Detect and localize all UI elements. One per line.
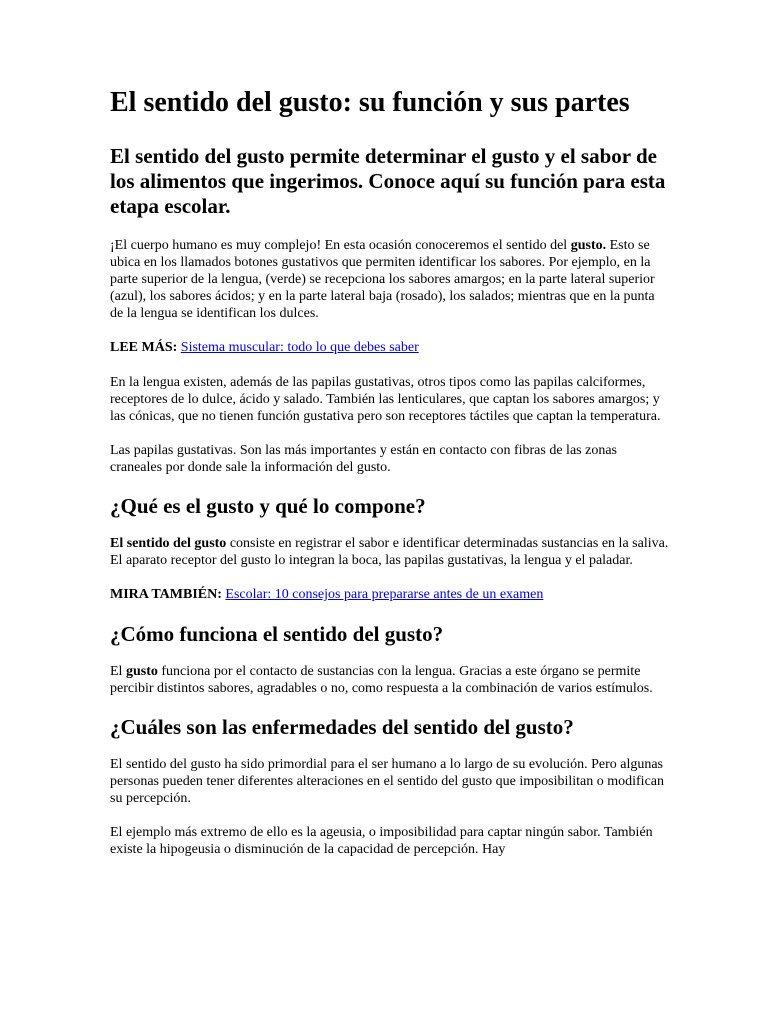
paragraph-funcionamiento-text-b: funciona por el contacto de sustancias con la lengua. Gracias a este órgano se permite percibir distintos sabores, agradables o no, como respuesta a la combinación de varios estímulos. [110, 664, 653, 696]
paragraph-funcionamiento-bold: gusto [125, 664, 158, 679]
related-link-escolar-consejos[interactable]: Escolar: 10 consejos para prepararse antes de un examen [225, 587, 544, 602]
related-link-row-1 [110, 339, 670, 356]
heading-que-es: ¿Qué es el gusto y qué lo compone? [110, 494, 426, 518]
article-lead: El sentido del gusto permite determinar el gusto y el sabor de los alimentos que ingerimos. Conoce aquí su función para esta etapa escolar. [110, 144, 666, 218]
paragraph-definicion-bold: El sentido del gusto [110, 536, 227, 551]
related-link-sistema-muscular[interactable]: Sistema muscular: todo lo que debes saber [180, 340, 419, 355]
paragraph-definicion [110, 535, 670, 569]
paragraph-papilas-gustativas: Las papilas gustativas. Son las más importantes y están en contacto con fibras de las zonas craneales por donde sale la información del gusto. [110, 443, 617, 475]
paragraph-intro-text-a: ¡El cuerpo humano es muy complejo! En esta ocasión conoceremos el sentido del [110, 238, 571, 253]
heading-enfermedades: ¿Cuáles son las enfermedades del sentido del gusto? [110, 715, 574, 739]
heading-como-funciona: ¿Cómo funciona el sentido del gusto? [110, 622, 444, 646]
paragraph-funcionamiento [110, 663, 670, 697]
article-body [110, 86, 670, 875]
paragraph-ageusia: El ejemplo más extremo de ello es la ageusia, o imposibilidad para captar ningún sabor. También existe la hipogeusia o disminución de la capacidad de percepción. Hay [110, 825, 653, 857]
paragraph-definicion-text: consiste en registrar el sabor e identificar determinadas sustancias en la saliva. El aparato receptor del gusto lo integran la boca, las papilas gustativas, la lengua y el paladar. [110, 536, 669, 568]
paragraph-papilas: En la lengua existen, además de las papilas gustativas, otros tipos como las papilas calciformes, receptores de lo dulce, ácido y salado. También las lenticulares, que captan los sabores amargos; y las cónicas, que no tienen función gustativa pero son receptores táctiles que captan la temperatura. [110, 375, 661, 424]
article-title: El sentido del gusto: su función y sus partes [110, 87, 630, 118]
paragraph-evolucion: El sentido del gusto ha sido primordial para el ser humano a lo largo de su evolución. Pero algunas personas pueden tener diferentes alteraciones en el sentido del gusto que imposibilitan o modifican su percepción. [110, 757, 664, 806]
paragraph-intro-text-b: Esto se ubica en los llamados botones gustativos que permiten identificar los sabores. Por ejemplo, en la parte superior de la lengua, (verde) se recepciona los sabores amargos; en la parte lateral superior (azul), los sabores ácidos; y en la parte lateral baja (rosado), los salados; mientras que en la punta de la lengua se identifican los dulces. [110, 238, 655, 321]
related-label-1: LEE MÁS: [110, 340, 178, 355]
related-link-row-2 [110, 586, 670, 603]
paragraph-intro [110, 237, 670, 322]
related-label-2: MIRA TAMBIÉN: [110, 587, 222, 602]
paragraph-funcionamiento-text-a: El [110, 664, 126, 679]
paragraph-intro-bold: gusto. [570, 238, 607, 253]
